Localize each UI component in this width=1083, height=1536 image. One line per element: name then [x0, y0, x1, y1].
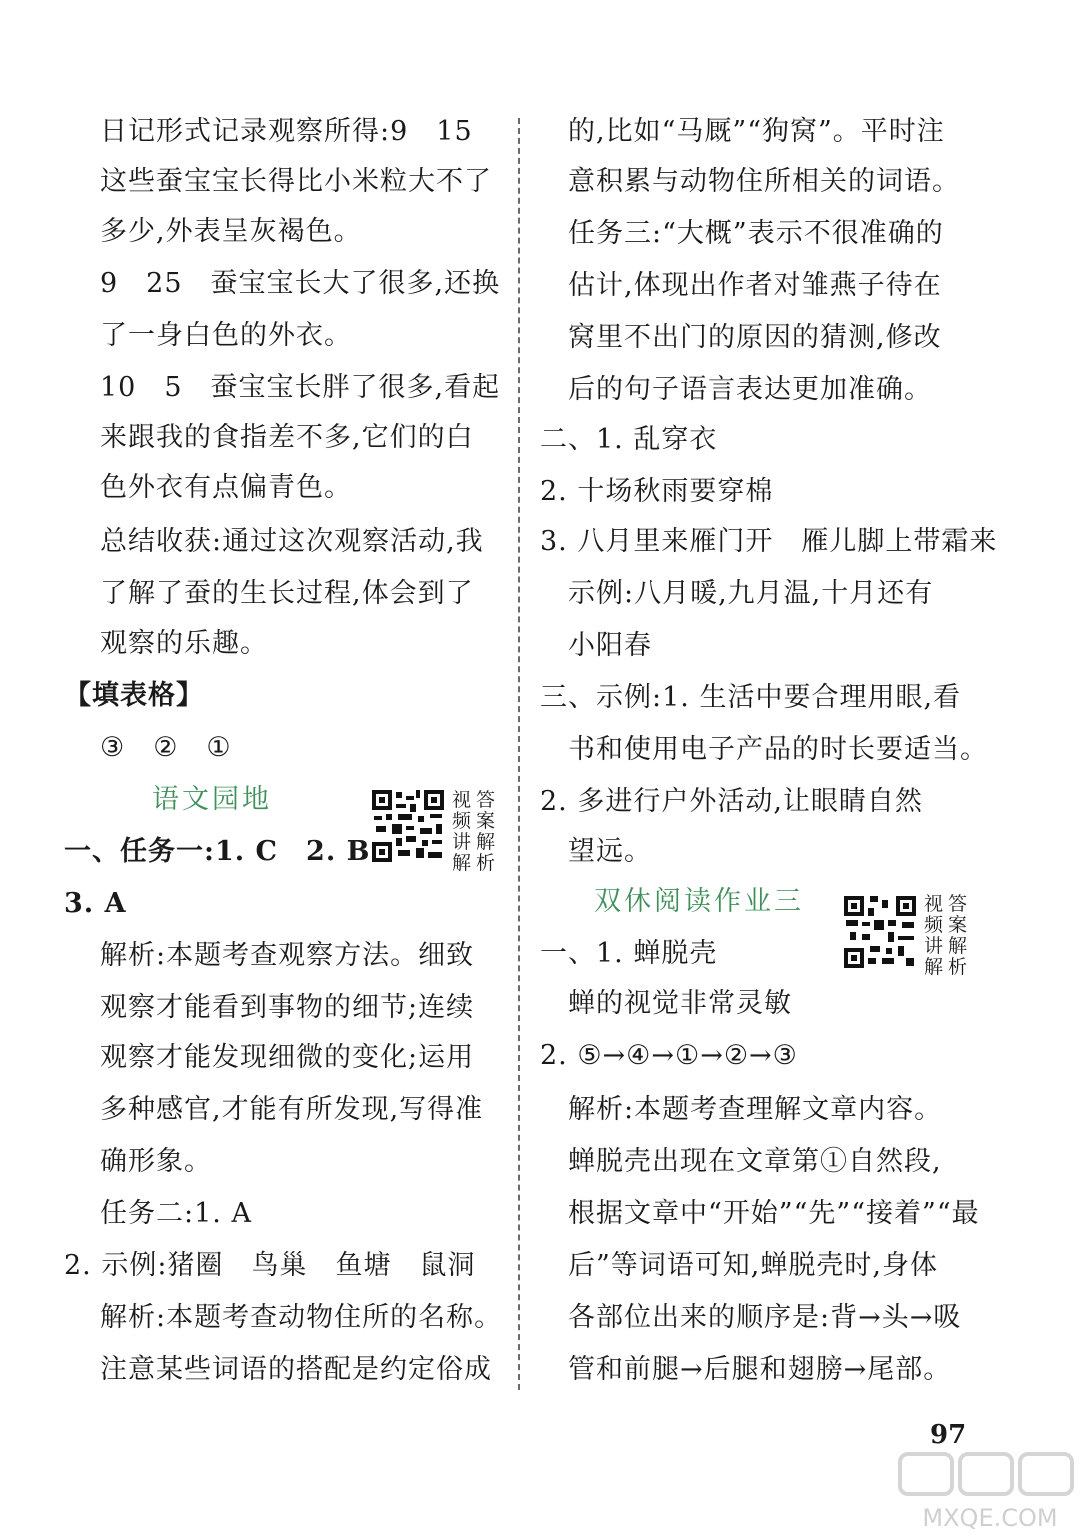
left-line-11: 观察的乐趣。	[100, 628, 268, 659]
section-title-weekend: 双休阅读作业三	[594, 886, 804, 917]
qr-label-right-col1: 视 频 讲 解	[924, 893, 944, 978]
analysis3-line-1: 解析:本题考查理解文章内容。	[568, 1094, 943, 1125]
left-line-7: 来跟我的食指差不多,它们的白	[100, 422, 474, 453]
qr-label-left-col2: 答 案 解 析	[476, 789, 496, 874]
weekend-q2: 2. ⑤→④→①→②→③	[540, 1040, 798, 1071]
section-title-yuwen: 语文园地	[152, 784, 272, 815]
watermark-logo	[880, 1448, 1080, 1534]
analysis2-line-2: 注意某些词语的搭配是约定俗成	[100, 1354, 492, 1385]
left-line-2: 这些蚕宝宝长得比小米粒大不了	[100, 166, 492, 197]
analysis3-line-2: 蝉脱壳出现在文章第①自然段,	[568, 1146, 942, 1177]
right-line-4: 估计,体现出作者对雏燕子待在	[568, 270, 942, 301]
part2-line-3: 3. 八月里来雁门开 雁儿脚上带霜来	[540, 526, 998, 557]
yuwen-q2: 2. 示例:猪圈 鸟巢 鱼塘 鼠洞	[64, 1250, 476, 1281]
analysis1-line-5: 确形象。	[100, 1146, 212, 1177]
part3-line-3: 2. 多进行户外活动,让眼睛自然	[540, 786, 923, 817]
left-line-4: 9 25 蚕宝宝长大了很多,还换	[100, 268, 501, 299]
analysis3-line-4: 后”等词语可知,蝉脱壳时,身体	[568, 1250, 938, 1281]
left-line-10: 了解了蚕的生长过程,体会到了	[100, 578, 474, 609]
analysis1-line-3: 观察才能发现细微的变化;运用	[100, 1042, 475, 1073]
part2-line-1: 二、1. 乱穿衣	[540, 424, 718, 455]
right-line-1: 的,比如“马厩”“狗窝”。平时注	[568, 116, 945, 147]
column-divider	[518, 118, 520, 1390]
part2-line-5: 小阳春	[568, 630, 652, 661]
analysis3-line-3: 根据文章中“开始”“先”“接着”“最	[568, 1198, 980, 1229]
qr-label-right-col2: 答 案 解 析	[948, 893, 968, 978]
right-line-3: 任务三:“大概”表示不很准确的	[568, 218, 944, 249]
qr-label-left-col1: 视 频 讲 解	[452, 789, 472, 874]
analysis1-line-1: 解析:本题考查观察方法。细致	[100, 940, 475, 971]
page-number: 97	[930, 1420, 967, 1450]
fill-table-answer: ③ ② ①	[100, 732, 232, 763]
part2-line-2: 2. 十场秋雨要穿棉	[540, 476, 774, 507]
yuwen-q3: 3. A	[64, 888, 127, 919]
analysis1-line-4: 多种感官,才能有所发现,写得准	[100, 1094, 484, 1125]
yuwen-q1: 一、任务一:1. C 2. B	[64, 836, 371, 867]
fill-table-heading: 【填表格】	[64, 680, 204, 711]
qr-code-left[interactable]	[370, 788, 446, 864]
part2-line-4: 示例:八月暖,九月温,十月还有	[568, 578, 934, 609]
right-line-6: 后的句子语言表达更加准确。	[568, 374, 932, 405]
left-line-6: 10 5 蚕宝宝长胖了很多,看起	[100, 372, 501, 403]
analysis1-line-2: 观察才能看到事物的细节;连续	[100, 992, 475, 1023]
part3-line-4: 望远。	[568, 836, 652, 867]
left-line-9: 总结收获:通过这次观察活动,我	[100, 526, 484, 557]
left-line-5: 了一身白色的外衣。	[100, 320, 352, 351]
weekend-q1b: 蝉的视觉非常灵敏	[568, 988, 792, 1019]
right-line-2: 意积累与动物住所相关的词语。	[568, 166, 960, 197]
weekend-q1: 一、1. 蝉脱壳	[540, 938, 718, 969]
qr-code-icon	[842, 894, 918, 970]
qr-code-right[interactable]	[842, 894, 918, 970]
part3-line-2: 书和使用电子产品的时长要适当。	[568, 734, 988, 765]
analysis2-line-1: 解析:本题考查动物住所的名称。	[100, 1302, 503, 1333]
left-line-1: 日记形式记录观察所得:9 15	[100, 116, 473, 147]
qr-code-icon	[370, 788, 446, 864]
analysis3-line-6: 管和前腿→后腿和翅膀→尾部。	[568, 1354, 952, 1385]
left-line-3: 多少,外表呈灰褐色。	[100, 216, 362, 247]
analysis3-line-5: 各部位出来的顺序是:背→头→吸	[568, 1302, 962, 1333]
left-line-8: 色外衣有点偏青色。	[100, 472, 352, 503]
part3-line-1: 三、示例:1. 生活中要合理用眼,看	[540, 682, 962, 713]
watermark-text: MXQE.COM	[922, 1504, 1058, 1532]
right-line-5: 窝里不出门的原因的猜测,修改	[568, 322, 942, 353]
task2: 任务二:1. A	[100, 1198, 252, 1229]
